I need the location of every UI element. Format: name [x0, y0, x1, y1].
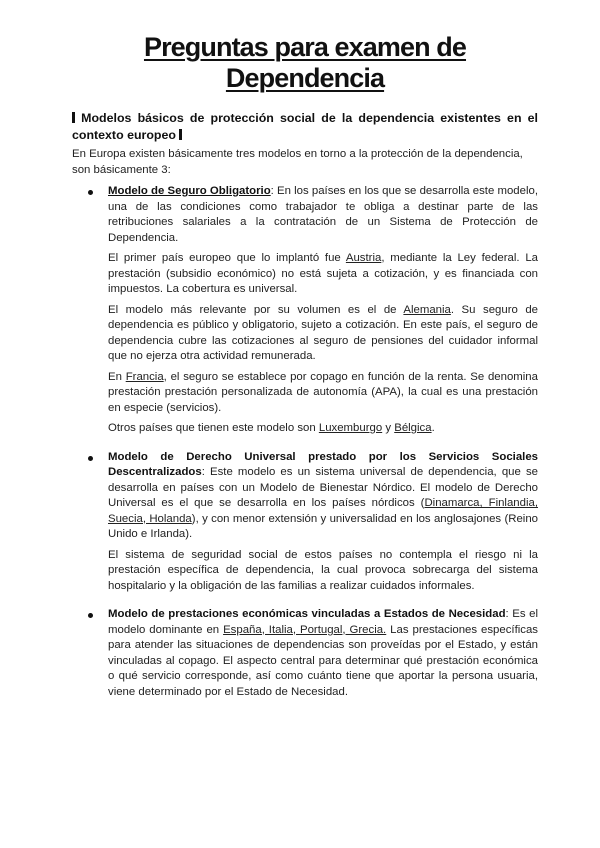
paragraph-text: : En los países en los que se desarrolla este modelo, una de las condiciones como trabajador te obliga a destinar parte de las retribuciones salariales a la contratación de un Sistema de Protección de Dependencia. [108, 185, 538, 244]
country-name: España, Italia, Portugal, Grecia. [223, 623, 387, 636]
model-paragraph [108, 370, 538, 417]
paragraph-text: Otros países que tienen este modelo son [108, 422, 319, 434]
country-name: Austria [345, 252, 382, 264]
country-name: Bélgica [394, 422, 432, 434]
model-paragraph [108, 607, 538, 700]
model-paragraph [108, 450, 538, 543]
bullet-dot-icon [88, 613, 93, 618]
paragraph-text: , mediante la Ley federal. La prestación (subsidio económico) no está sujeta a cotización, y es financiada con impuestos. La cobertura es universal. [108, 252, 538, 295]
paragraph-text: : Es el modelo dominante en [108, 608, 538, 636]
model-item [72, 607, 538, 700]
model-name: Modelo de Derecho Universal prestado por los Servicios Sociales Descentralizados [108, 450, 538, 478]
paragraph-text: . Su seguro de dependencia es público y obligatorio, sujeto a cotización. En este país, el seguro de dependencia cubre las cotizaciones al seguro de pensiones del cuidador informal que no ejerza otra actividad remunerada. [108, 303, 538, 362]
models-list [72, 184, 538, 700]
paragraph-text: El sistema de seguridad social de estos países no contempla el riesgo ni la prestación específica de dependencia, la cual provoca sobrecarga del sistema hospitalario y la obligación de las familias a realizar cuidados informales. [108, 548, 538, 592]
model-paragraph [108, 251, 538, 298]
model-item [72, 450, 538, 595]
model-paragraph [108, 548, 538, 595]
model-name: Modelo de Seguro Obligatorio [108, 185, 271, 197]
bullet-dot-icon [88, 190, 93, 195]
heading-marker-start [72, 112, 75, 123]
model-paragraph [108, 184, 538, 246]
model-item [72, 184, 538, 437]
country-name: Alemania [403, 303, 451, 316]
model-name: Modelo de prestaciones económicas vinculadas a Estados de Necesidad [108, 608, 506, 620]
bullet-dot-icon [88, 456, 93, 461]
country-name: Dinamarca, Finlandia, Suecia, Holanda [108, 497, 539, 525]
country-name: Luxemburgo [318, 422, 383, 434]
section-heading-text: Modelos básicos de protección social de la dependencia existentes en el contexto europeo [72, 111, 539, 142]
paragraph-text: ), y con menor extensión y universalidad en los anglosajones (Reino Unido e Irlanda). [108, 512, 539, 540]
country-name: Francia [125, 370, 164, 383]
section-intro: En Europa existen básicamente tres modelos en torno a la protección de la dependencia, son básicamente 3: [72, 148, 523, 176]
paragraph-text: . [431, 422, 435, 434]
paragraph-text: : Este modelo es un sistema universal de dependencia, que se desarrolla en países con un Modelo de Bienestar Nórdico. El modelo de Derecho Universal es el que se desarrolla en los países nórdicos ( [108, 466, 538, 509]
paragraph-text: El primer país europeo que lo implantó fue [108, 252, 346, 264]
heading-marker-end [179, 129, 182, 140]
paragraph-text: El modelo más relevante por su volumen es el de [108, 303, 404, 316]
paragraph-text: En [108, 370, 126, 383]
paragraph-text: Las prestaciones específicas para atender las situaciones de dependencias son proveídas por el Estado, y están vinculadas al copago. El aspecto central para determinar qué prestación económica o qué servicio corresponde, así como cuánto tiene que aportar la persona usuaria, viene determinado por el Estado de Necesidad. [108, 623, 538, 698]
document-title: Preguntas para examen de Dependencia [143, 32, 467, 93]
model-paragraph [108, 421, 538, 437]
paragraph-text: , el seguro se establece por copago en función de la renta. Se denomina prestación prestación personalizada de autonomía (APA), la cual es una prestación en especie (servicios). [108, 370, 538, 414]
model-paragraph [108, 303, 538, 365]
section-heading [72, 110, 538, 144]
paragraph-text: y [382, 422, 395, 434]
